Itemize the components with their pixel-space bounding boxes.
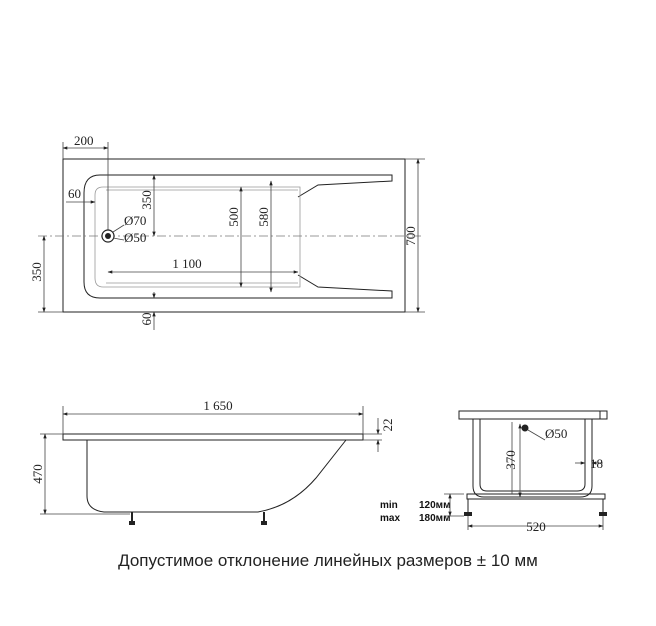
dim-60-left: 60 bbox=[68, 186, 81, 201]
drain-icon bbox=[102, 225, 124, 242]
dim-200: 200 bbox=[74, 133, 94, 148]
dim-580: 580 bbox=[256, 207, 271, 227]
section-lip bbox=[592, 411, 600, 419]
dim-520: 520 bbox=[526, 519, 546, 534]
dim-470: 470 bbox=[30, 464, 45, 484]
top-view bbox=[29, 133, 425, 330]
dim-18: 18 bbox=[590, 456, 603, 471]
dim-60-bottom: 60 bbox=[139, 312, 154, 326]
dim-drain-70: Ø70 bbox=[124, 213, 147, 228]
dim-500: 500 bbox=[226, 207, 241, 227]
leg-max-label: max bbox=[380, 513, 401, 524]
side-body bbox=[87, 440, 346, 512]
dim-1100: 1 100 bbox=[172, 256, 202, 271]
section-body-outer bbox=[473, 419, 592, 497]
section-drain-icon bbox=[522, 425, 546, 441]
leg-min-value: 120мм bbox=[419, 500, 451, 511]
dim-700: 700 bbox=[403, 226, 418, 246]
dim-370: 370 bbox=[503, 450, 518, 470]
side-leg-right bbox=[261, 512, 267, 525]
section-body-inner bbox=[480, 419, 585, 491]
dim-1650: 1 650 bbox=[203, 398, 233, 413]
leg-max-value: 180мм bbox=[419, 513, 451, 524]
side-view bbox=[30, 398, 395, 525]
dim-350-inner: 350 bbox=[139, 190, 154, 210]
section-rim bbox=[459, 411, 607, 419]
dim-22: 22 bbox=[380, 418, 395, 432]
tolerance-note: Допустимое отклонение линейных размеров ± 10 мм bbox=[118, 551, 538, 570]
section-view bbox=[380, 411, 607, 534]
leg-min-label: min bbox=[380, 500, 398, 511]
dim-350-outer: 350 bbox=[29, 262, 44, 282]
side-rim bbox=[63, 434, 363, 440]
dim-drain-50: Ø50 bbox=[124, 230, 147, 245]
dim-section-drain-50: Ø50 bbox=[545, 426, 568, 441]
